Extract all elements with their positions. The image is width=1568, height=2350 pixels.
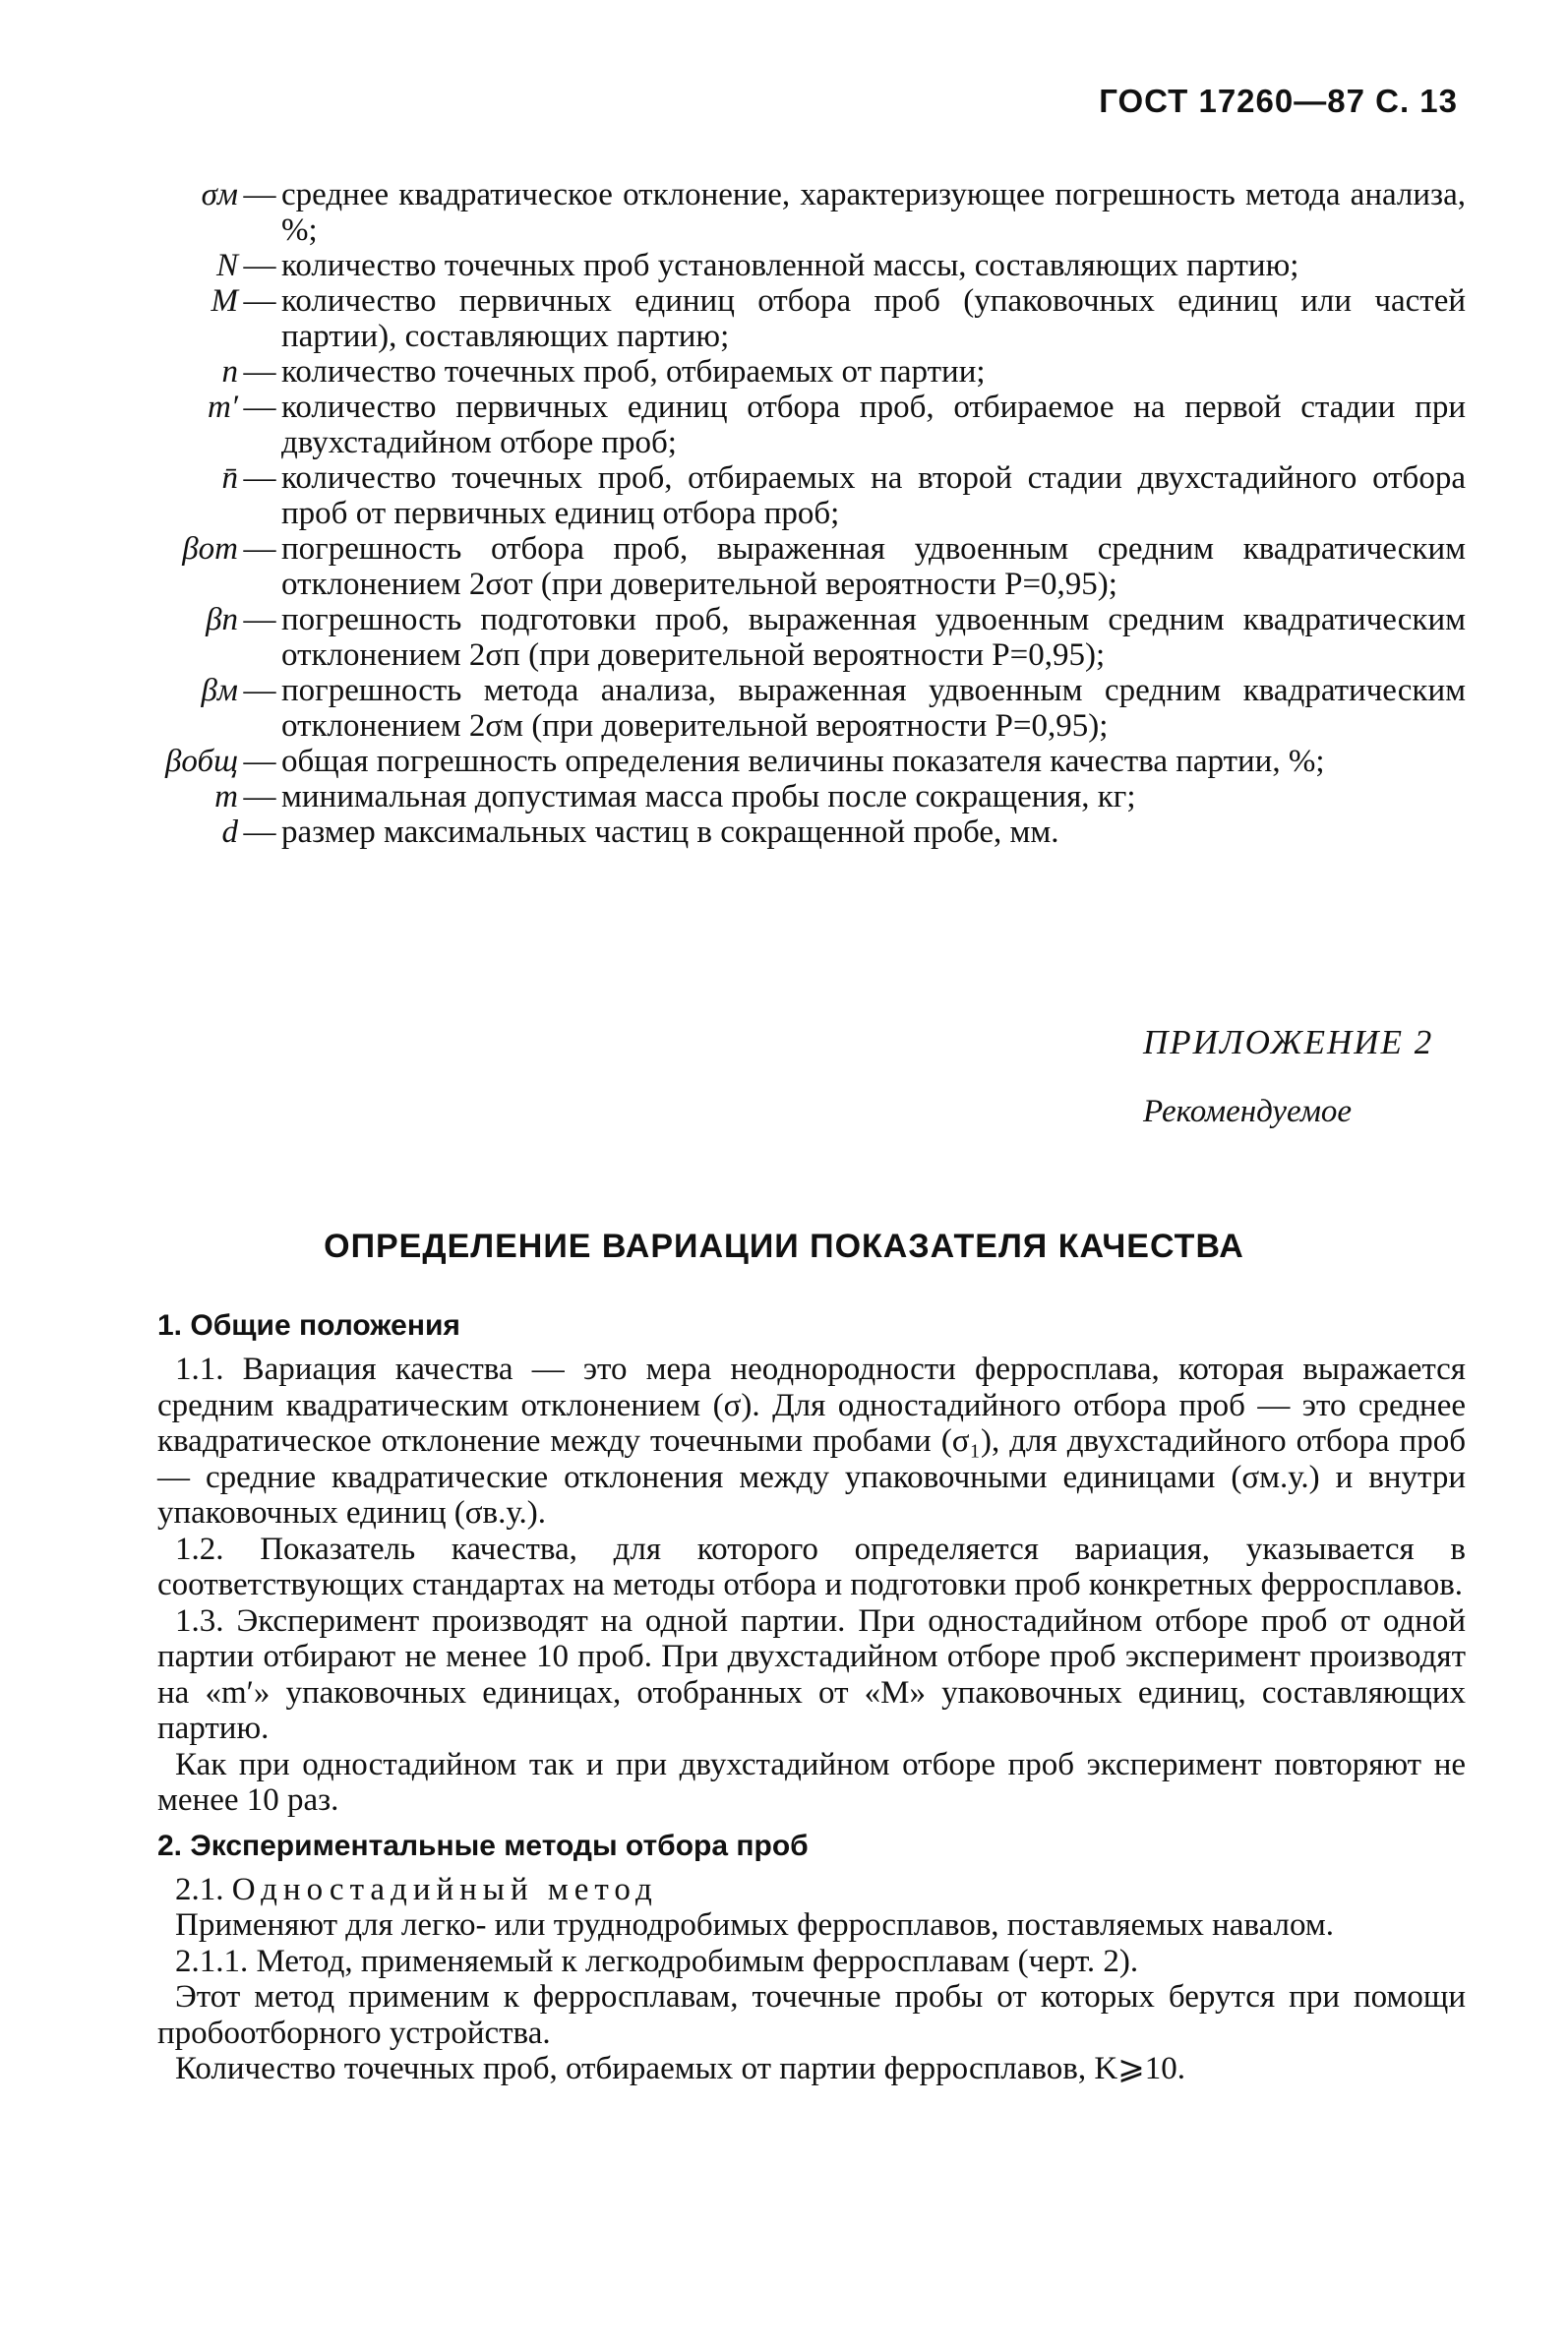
definition-symbol: d xyxy=(221,814,238,850)
definition-text: количество точечных проб, отбираемых на второй стадии двухстадийного отбора проб от первичных единиц отбора проб; xyxy=(281,460,1466,531)
definition-item xyxy=(148,177,1466,248)
definition-text: общая погрешность определения величины показателя качества партии, %; xyxy=(281,744,1325,779)
definition-text: минимальная допустимая масса пробы после сокращения, кг; xyxy=(281,779,1136,814)
definition-symbol: βм xyxy=(201,673,238,708)
definition-symbol: βп xyxy=(206,602,238,637)
paragraph-1-1: 1.1. Вариация качества — это мера неоднородности ферросплава, которая выражается средним квадратическим отклонением (σ). Для одностадийного отбора проб — это среднее квадратическое отклонение между точечными пробами (σ₁), для двухстадийного отбора проб — средние квадратические отклонения между упаковочными единицами (σм.у.) и внутри упаковочных единиц (σв.у.). xyxy=(157,1352,1466,1531)
paragraph-2-1-text: Применяют для легко- или труднодробимых ферросплавов, поставляемых навалом. xyxy=(175,1907,1334,1943)
definition-text: количество точечных проб, отбираемых от партии; xyxy=(281,354,986,390)
definition-dash: — xyxy=(243,602,276,637)
definition-text: среднее квадратическое отклонение, характеризующее погрешность метода анализа, %; xyxy=(281,177,1466,248)
definition-item xyxy=(148,673,1466,744)
definition-item xyxy=(148,460,1466,531)
definition-dash: — xyxy=(243,673,276,708)
definition-text: погрешность отбора проб, выраженная удвоенным средним квадратическим отклонением 2σот (при доверительной вероятности P=0,95); xyxy=(281,531,1466,602)
paragraph-1-4: Как при одностадийном так и при двухстадийном отборе проб эксперимент повторяют не менее 10 раз. xyxy=(157,1746,1466,1818)
definition-symbol: βобщ xyxy=(164,744,238,779)
paragraph-2-1-1: 2.1.1. Метод, применяемый к легкодробимым ферросплавам (черт. 2). xyxy=(175,1943,1139,1979)
paragraph-1-2: 1.2. Показатель качества, для которого определяется вариация, указывается в соответствующих стандартах на методы отбора и подготовки проб конкретных ферросплавов. xyxy=(157,1531,1466,1602)
definition-dash: — xyxy=(243,744,276,779)
definition-item xyxy=(148,390,1466,460)
definition-dash: — xyxy=(243,460,276,496)
definition-dash: — xyxy=(243,531,276,567)
definition-item xyxy=(148,531,1466,602)
paragraph-1-3: 1.3. Эксперимент производят на одной партии. При одностадийном отборе проб от одной партии отбирают не менее 10 проб. При двухстадийном отборе проб эксперимент производят на «m′» упаковочных единицах, отобранных от «M» упаковочных единиц, составляющих партию. xyxy=(157,1602,1466,1746)
definition-text: количество первичных единиц отбора проб, отбираемое на первой стадии при двухстадийном отборе проб; xyxy=(281,390,1466,460)
definition-text: погрешность подготовки проб, выраженная удвоенным средним квадратическим отклонением 2σп (при доверительной вероятности P=0,95); xyxy=(281,602,1466,673)
definition-dash: — xyxy=(243,779,276,814)
definition-symbol: m xyxy=(214,779,238,814)
definition-text: количество точечных проб установленной массы, составляющих партию; xyxy=(281,248,1299,283)
definition-dash: — xyxy=(243,283,276,319)
paragraph-2-1-number: 2.1. xyxy=(175,1871,224,1907)
definition-dash: — xyxy=(243,248,276,283)
definition-item xyxy=(148,602,1466,673)
definition-symbol: βот xyxy=(182,531,238,567)
definition-item xyxy=(148,814,1466,850)
definition-dash: — xyxy=(243,354,276,390)
definition-symbol: m′ xyxy=(207,390,238,425)
appendix-status: Рекомендуемое xyxy=(1143,1094,1353,1129)
definition-text: погрешность метода анализа, выраженная удвоенным средним квадратическим отклонением 2σм (при доверительной вероятности P=0,95); xyxy=(281,673,1466,744)
paragraph-2-1-1c: Количество точечных проб, отбираемых от партии ферросплавов, K⩾10. xyxy=(175,2051,1186,2086)
heading-methods: 2. Экспериментальные методы отбора проб xyxy=(157,1829,809,1862)
definition-symbol: M xyxy=(211,283,238,319)
definition-dash: — xyxy=(243,814,276,850)
paragraph-2-1-1b: Этот метод применим к ферросплавам, точечные пробы от которых берутся при помощи пробоотборного устройства. xyxy=(157,1979,1466,2051)
definition-text: количество первичных единиц отбора проб (упаковочных единиц или частей партии), составляющих партию; xyxy=(281,283,1466,354)
definition-symbol: n̄ xyxy=(221,460,238,496)
definition-symbol: N xyxy=(215,248,238,283)
definition-item xyxy=(148,283,1466,354)
definition-dash: — xyxy=(243,390,276,425)
definition-symbol: n xyxy=(221,354,238,390)
paragraph-2-1-heading xyxy=(157,1872,1466,1908)
document-body xyxy=(157,1298,1466,2087)
page-header: ГОСТ 17260—87 С. 13 xyxy=(1099,83,1458,119)
appendix-label: ПРИЛОЖЕНИЕ 2 xyxy=(1143,1023,1434,1061)
definition-dash: — xyxy=(243,177,276,212)
definition-symbol: σм xyxy=(201,177,238,212)
heading-general: 1. Общие положения xyxy=(157,1309,460,1342)
definition-item xyxy=(148,248,1466,283)
definition-item xyxy=(148,744,1466,779)
definitions-list xyxy=(148,177,1466,850)
paragraph-2-1-title: Одностадийный метод xyxy=(231,1871,658,1907)
definition-item xyxy=(148,779,1466,814)
definition-text: размер максимальных частиц в сокращенной пробе, мм. xyxy=(281,814,1059,850)
definition-item xyxy=(148,354,1466,390)
section-title: ОПРЕДЕЛЕНИЕ ВАРИАЦИИ ПОКАЗАТЕЛЯ КАЧЕСТВА xyxy=(324,1228,1244,1265)
